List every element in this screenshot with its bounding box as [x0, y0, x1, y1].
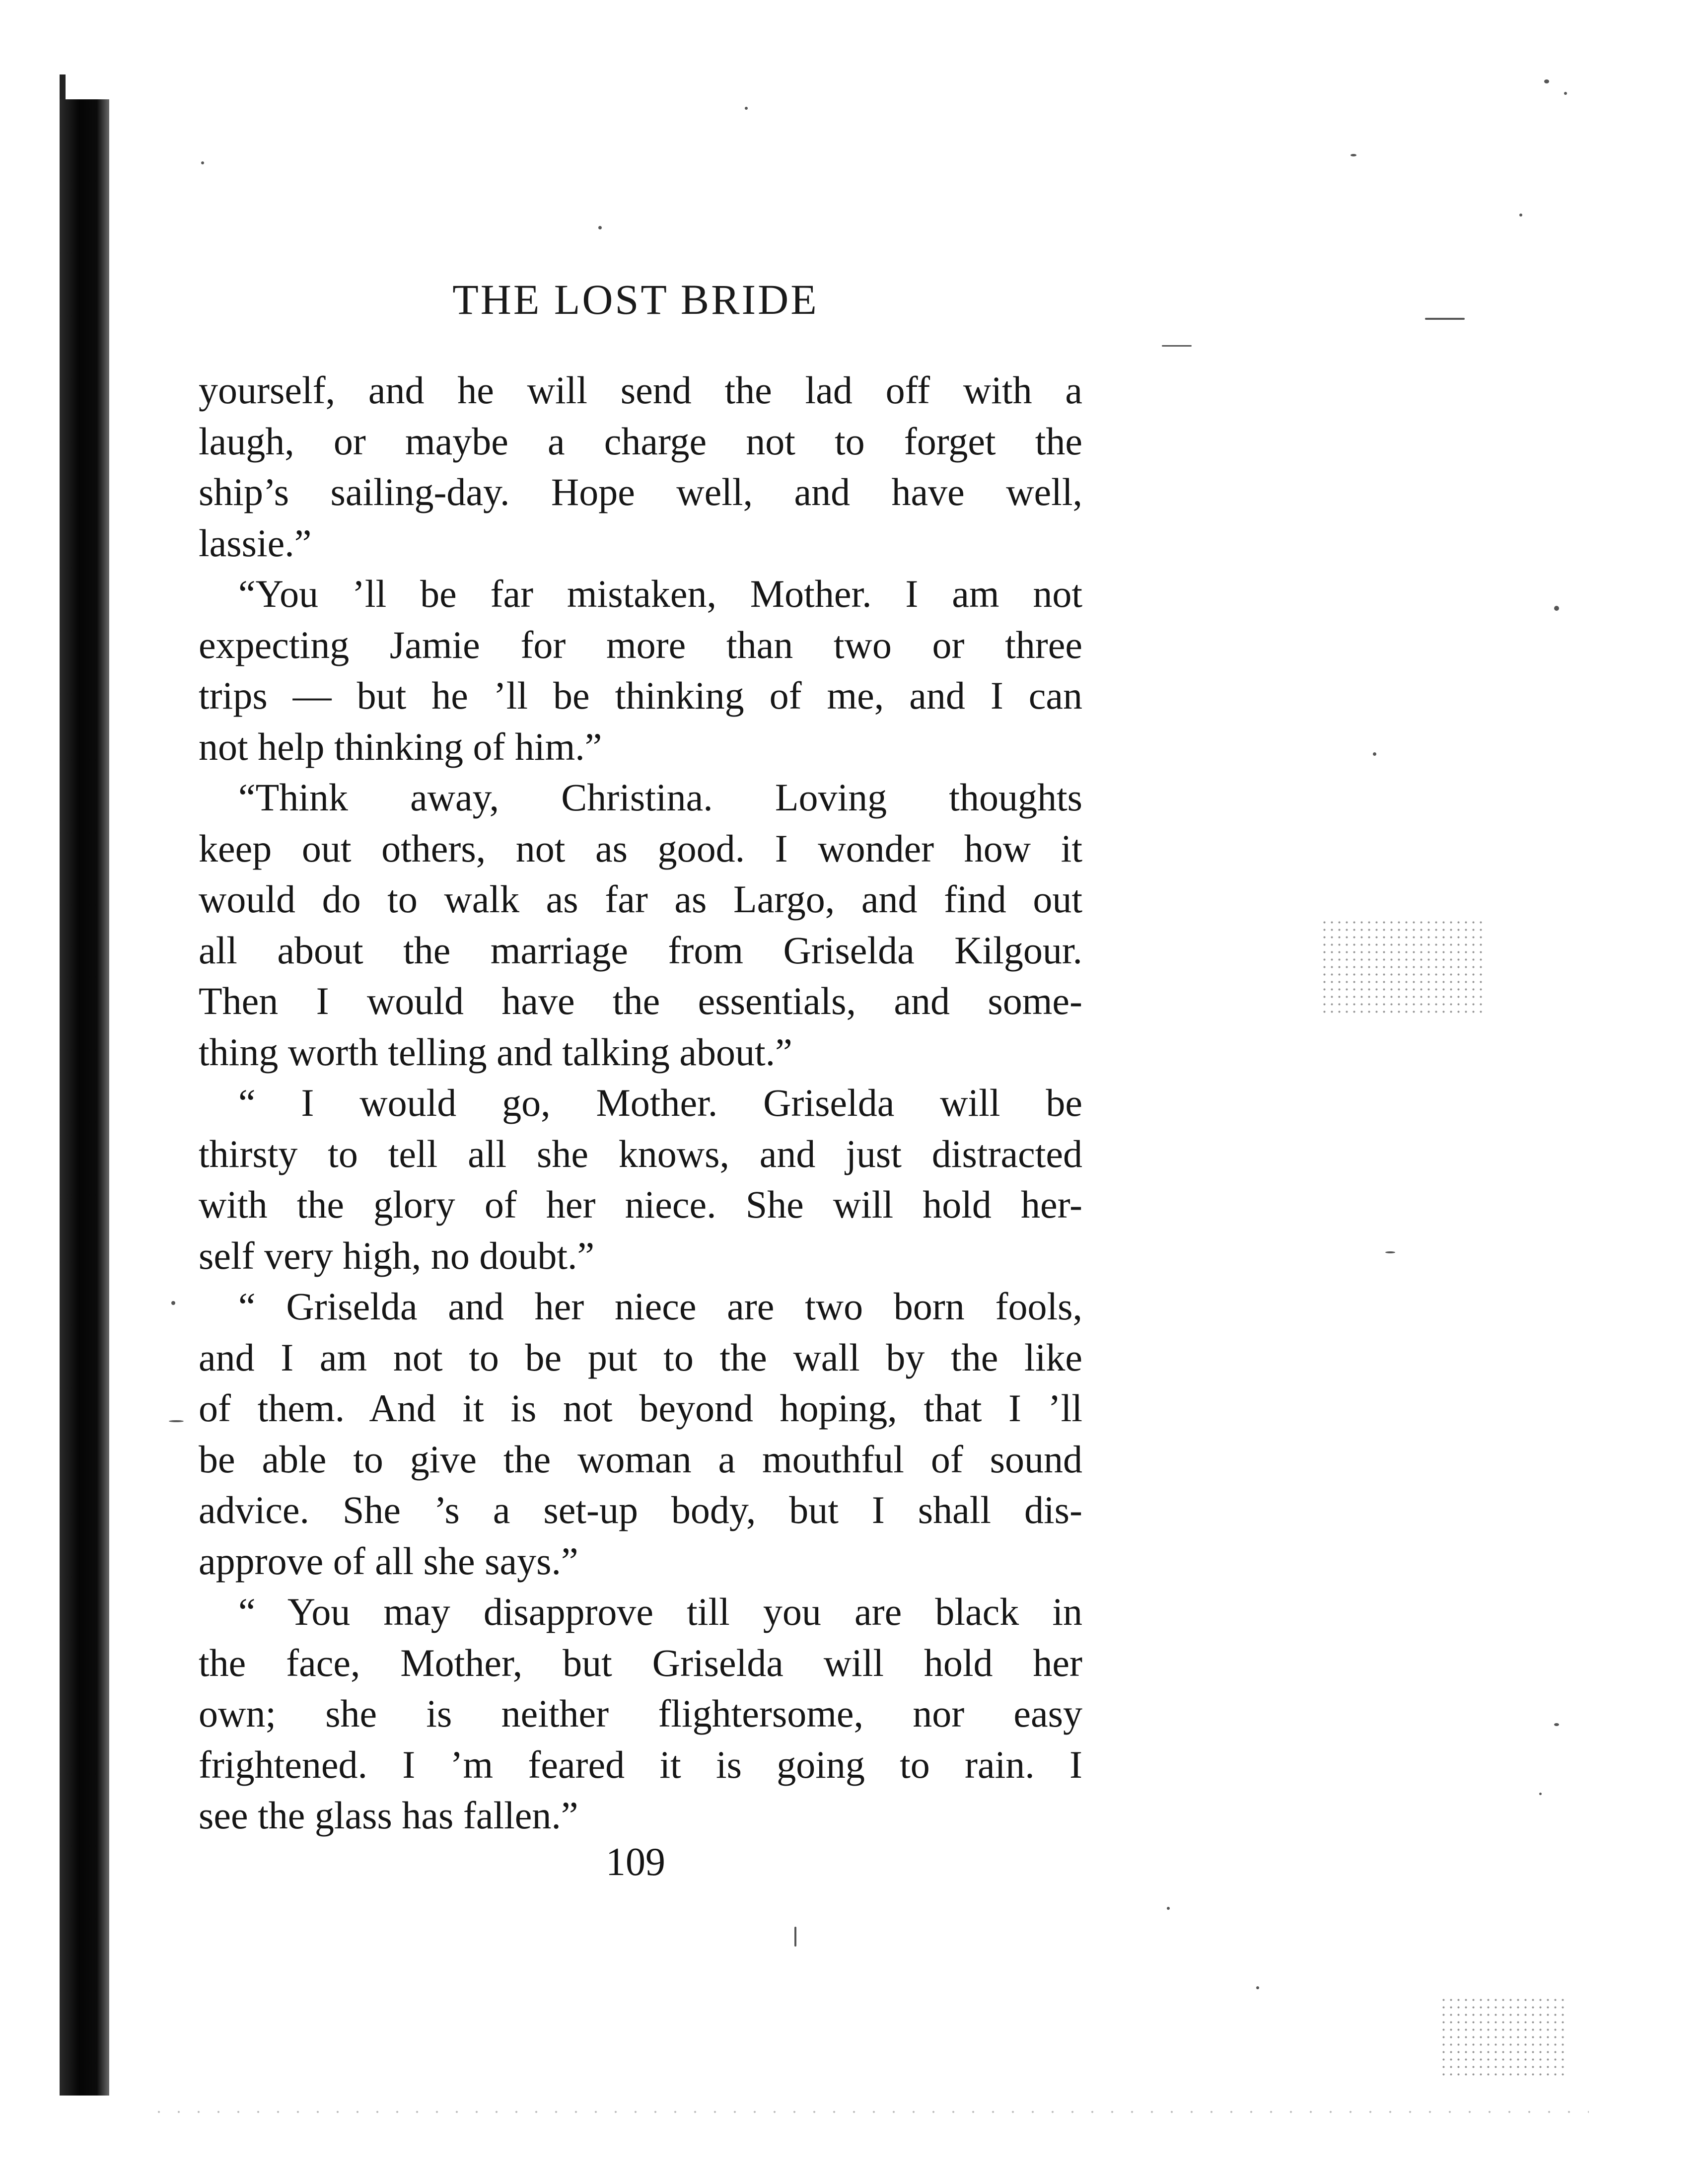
scan-speck	[1564, 92, 1567, 95]
text-line: “You ’ll be far mistaken, Mother. I am not	[238, 572, 1082, 615]
text-line: keep out others, not as good. I wonder how it	[199, 826, 1082, 870]
page-number: 109	[606, 1840, 665, 1884]
text-line: be able to give the woman a mouthful of sound	[199, 1437, 1082, 1481]
text-line: thing worth telling and talking about.”	[199, 1030, 792, 1074]
scan-speck	[169, 1420, 184, 1422]
scan-speck	[1167, 1907, 1170, 1910]
text-line: advice. She ’s a set-up body, but I shall dis-	[199, 1488, 1082, 1531]
scan-speck	[1539, 1793, 1542, 1795]
text-line: of them. And it is not beyond hoping, that I ’ll	[199, 1386, 1082, 1430]
scan-speck	[1554, 606, 1559, 611]
text-line: self very high, no doubt.”	[199, 1233, 595, 1277]
text-line: with the glory of her niece. She will hold her-	[199, 1183, 1082, 1226]
text-line: ship’s sailing-day. Hope well, and have well,	[199, 470, 1082, 513]
scan-speck	[171, 1301, 175, 1305]
text-line: would do to walk as far as Largo, and find out	[199, 877, 1082, 921]
scan-speck	[1544, 79, 1549, 83]
scan-speck	[598, 226, 602, 229]
scan-speck	[1373, 752, 1376, 756]
text-line: all about the marriage from Griselda Kilgour.	[199, 928, 1082, 972]
scan-speck	[1519, 214, 1522, 217]
text-line: own; she is neither flightersome, nor easy	[199, 1692, 1082, 1735]
text-line: lassie.”	[199, 521, 312, 565]
text-line: laugh, or maybe a charge not to forget the	[199, 419, 1082, 463]
text-line: approve of all she says.”	[199, 1539, 578, 1583]
text-line: the face, Mother, but Griselda will hold her	[199, 1641, 1082, 1684]
text-line: frightened. I ’m feared it is going to rain. I	[199, 1742, 1082, 1786]
scan-speck	[201, 161, 204, 164]
text-line: and I am not to be put to the wall by the like	[199, 1335, 1082, 1379]
scan-speck	[1162, 345, 1192, 347]
running-head: THE LOST BRIDE	[452, 276, 819, 323]
scan-speck	[1256, 1986, 1259, 1989]
text-line: thirsty to tell all she knows, and just distracted	[199, 1132, 1082, 1175]
scan-bottom-dots	[149, 2110, 1589, 2113]
scan-speck	[794, 1927, 796, 1947]
text-line: yourself, and he will send the lad off with a	[199, 368, 1082, 412]
text-line: “ Griselda and her niece are two born fools,	[238, 1285, 1082, 1328]
text-line: “Think away, Christina. Loving thoughts	[238, 776, 1082, 819]
text-line: “ I would go, Mother. Griselda will be	[238, 1081, 1082, 1124]
binding-edge-tick	[60, 74, 66, 99]
text-line: trips — but he ’ll be thinking of me, and I can	[199, 674, 1082, 717]
scan-speck	[1351, 154, 1356, 156]
scan-speckle-cluster	[1440, 1996, 1569, 2076]
text-line: “ You may disapprove till you are black in	[238, 1590, 1082, 1633]
page-binding-shadow	[60, 99, 109, 2096]
scan-speck	[1425, 318, 1465, 320]
text-line: see the glass has fallen.”	[199, 1794, 578, 1837]
text-line: Then I would have the essentials, and some-	[199, 979, 1082, 1022]
text-line: expecting Jamie for more than two or three	[199, 623, 1082, 666]
text-line: not help thinking of him.”	[199, 724, 602, 768]
scan-speck	[1385, 1251, 1395, 1253]
scan-speck	[1554, 1723, 1559, 1726]
scan-speck	[745, 107, 748, 110]
scan-speckle-cluster	[1321, 919, 1485, 1018]
body-text	[199, 365, 1082, 1841]
